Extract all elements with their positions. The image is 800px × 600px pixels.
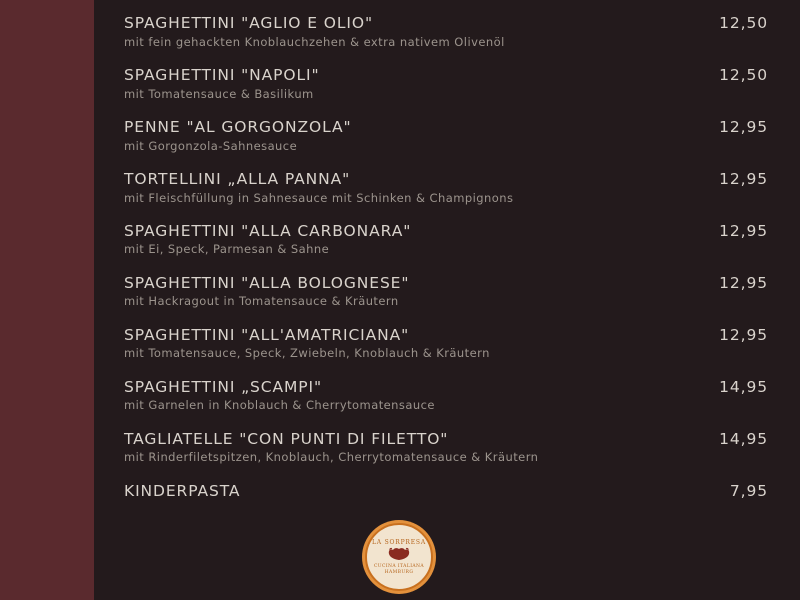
menu-item: [124, 66, 768, 101]
menu-item-text: [124, 430, 686, 465]
menu-item-price: 12,95: [719, 325, 768, 344]
menu-item-description: mit fein gehackten Knoblauchzehen & extra nativem Olivenöl: [124, 34, 505, 49]
menu-item-description: mit Fleischfüllung in Sahnesauce mit Schinken & Champignons: [124, 190, 514, 205]
menu-item-name: PENNE "AL GORGONZOLA": [124, 117, 352, 136]
menu-item-price: 12,50: [719, 14, 768, 32]
menu-item-description: mit Ei, Speck, Parmesan & Sahne: [124, 242, 330, 257]
menu-list: [124, 14, 768, 500]
menu-item-name: SPAGHETTINI "ALL'AMATRICIANA": [124, 325, 410, 344]
menu-item-description: mit Gorgonzola-Sahnesauce: [124, 138, 298, 153]
menu-item: [124, 118, 768, 153]
menu-panel: [94, 0, 800, 600]
menu-item-description: mit Garnelen in Knoblauch & Cherrytomatensauce: [124, 398, 435, 413]
menu-item: [124, 482, 768, 501]
menu-item-price: 12,50: [719, 65, 768, 84]
menu-item-name: KINDERPASTA: [124, 481, 241, 500]
menu-item-text: [124, 274, 686, 309]
logo-badge: [365, 523, 433, 591]
logo-bottom-text: CUCINA ITALIANA HAMBURG: [373, 563, 425, 575]
menu-item-price: 12,95: [719, 169, 768, 188]
menu-item: [124, 274, 768, 309]
menu-item-name: TORTELLINI „ALLA PANNA": [124, 169, 351, 188]
menu-item-name: SPAGHETTINI "AGLIO E OLIO": [124, 14, 373, 32]
menu-item-text: [124, 170, 686, 205]
menu-item-text: [124, 66, 686, 101]
menu-item-text: [124, 378, 686, 413]
logo-top-text: LA SORPRESA: [372, 538, 426, 546]
menu-item-price: 7,95: [729, 481, 768, 500]
menu-item-text: [124, 482, 686, 501]
menu-item-price: 14,95: [719, 377, 768, 396]
menu-item: [124, 222, 768, 257]
menu-item-price: 14,95: [719, 429, 768, 448]
menu-item: [124, 430, 768, 465]
menu-item-description: mit Hackragout in Tomatensauce & Kräutern: [124, 294, 399, 309]
menu-item: [124, 14, 768, 49]
menu-item-price: 12,95: [719, 221, 768, 240]
bull-icon: [386, 547, 412, 562]
menu-item-name: SPAGHETTINI "ALLA CARBONARA": [124, 221, 412, 240]
menu-item-description: mit Tomatensauce & Basilikum: [124, 86, 314, 101]
menu-item-price: 12,95: [719, 117, 768, 136]
menu-item-text: [124, 222, 686, 257]
menu-item-name: SPAGHETTINI "ALLA BOLOGNESE": [124, 273, 410, 292]
menu-item-name: SPAGHETTINI "NAPOLI": [124, 65, 320, 84]
menu-item-description: mit Tomatensauce, Speck, Zwiebeln, Knoblauch & Kräutern: [124, 346, 490, 361]
menu-item-price: 12,95: [719, 273, 768, 292]
restaurant-logo: [360, 518, 438, 596]
menu-item: [124, 326, 768, 361]
menu-item-text: [124, 326, 686, 361]
menu-item-description: mit Rinderfiletspitzen, Knoblauch, Cherrytomatensauce & Kräutern: [124, 450, 539, 465]
menu-item-name: TAGLIATELLE "CON PUNTI DI FILETTO": [124, 429, 449, 448]
menu-item-text: [124, 118, 686, 153]
menu-item: [124, 170, 768, 205]
menu-item: [124, 378, 768, 413]
menu-item-name: SPAGHETTINI „SCAMPI": [124, 377, 323, 396]
menu-item-text: [124, 14, 686, 49]
